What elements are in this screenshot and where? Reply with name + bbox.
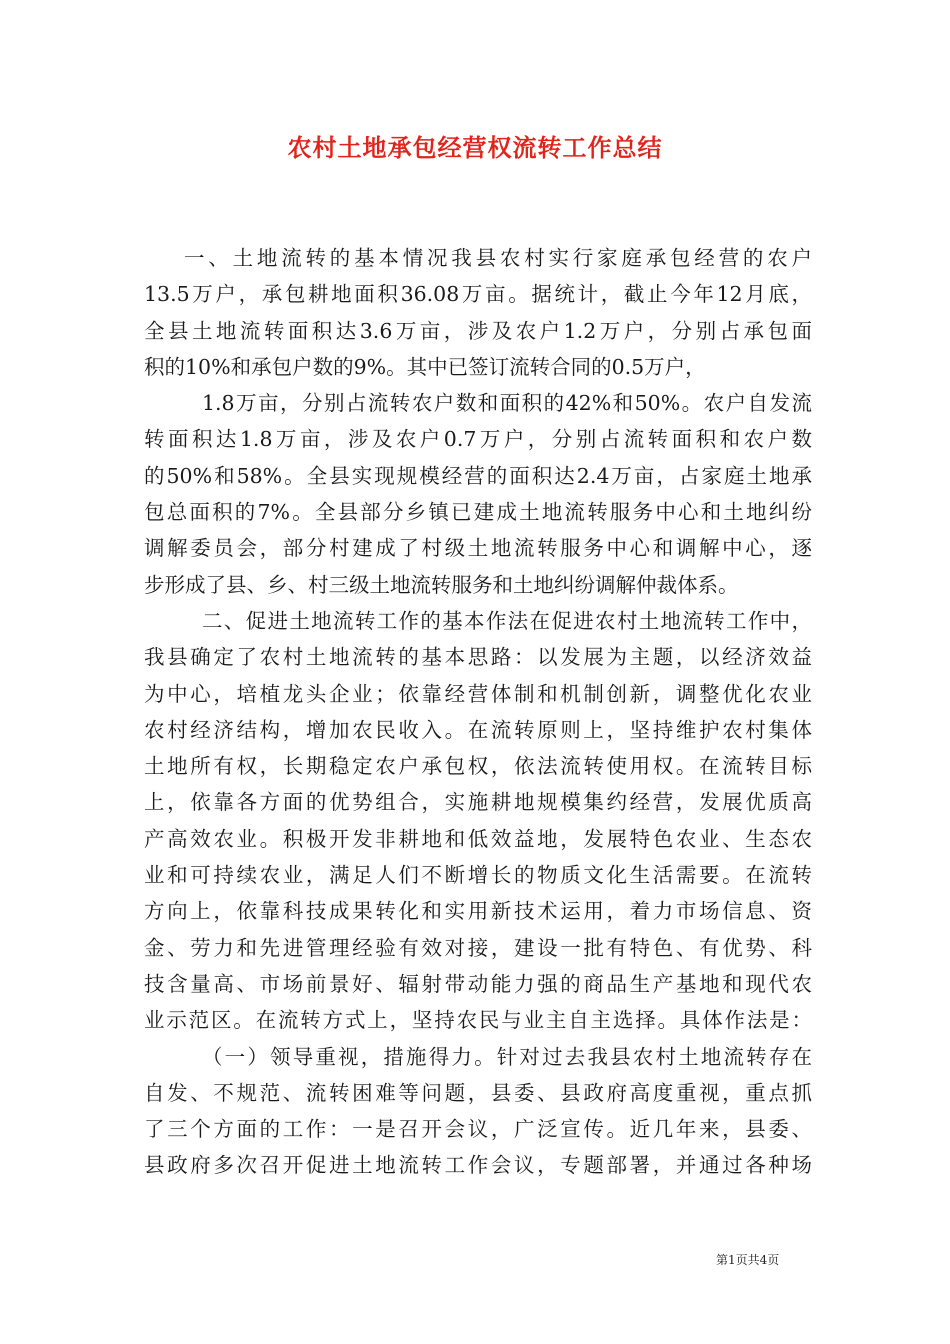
text-line: 全县土地流转面积达3.6万亩，涉及农户1.2万户，分别占承包面 (144, 318, 812, 343)
text-line: 一、土地流转的基本情况我县农村实行家庭承包经营的农户 (184, 246, 812, 270)
text-line: 金、劳力和先进管理经验有效对接，建设一批有特色、有优势、科 (144, 935, 812, 960)
text-line: 包总面积的7%。全县部分乡镇已建成土地流转服务中心和土地纠纷 (144, 500, 812, 525)
text-line: 转面积达1.8万亩，涉及农户0.7万户，分别占流转面积和农户数 (144, 427, 812, 452)
text-line: 上，依靠各方面的优势组合，实施耕地规模集约经营，发展优质高 (144, 790, 812, 815)
text-line: 业和可持续农业，满足人们不断增长的物质文化生活需要。在流转 (144, 863, 812, 888)
text-line: 1.8万亩，分别占流转农户数和面积的42%和50%。农户自发流 (202, 391, 812, 416)
page-number: 第1页共4页 (716, 1253, 780, 1267)
text-line: 步形成了县、乡、村三级土地流转服务和土地纠纷调解仲裁体系。 (144, 572, 739, 597)
text-line: 积的10%和承包户数的9%。其中已签订流转合同的0.5万户， (144, 354, 706, 379)
text-line: 业示范区。在流转方式上，坚持农民与业主自主选择。具体作法是： (144, 1008, 812, 1033)
text-line: 自发、不规范、流转困难等问题，县委、县政府高度重视，重点抓 (144, 1080, 812, 1105)
text-line: 二、促进土地流转工作的基本作法在促进农村土地流转工作中， (202, 608, 812, 633)
text-line: 我县确定了农村土地流转的基本思路：以发展为主题，以经济效益 (144, 645, 812, 670)
document-title: 农村土地承包经营权流转工作总结 (287, 133, 663, 162)
text-line: 的50%和58%。全县实现规模经营的面积达2.4万亩，占家庭土地承 (144, 463, 812, 488)
text-line: 13.5万户，承包耕地面积36.08万亩。据统计，截止今年12月底， (144, 282, 812, 307)
text-line: 了三个方面的工作：一是召开会议，广泛宣传。近几年来，县委、 (144, 1117, 812, 1142)
text-line: （一）领导重视，措施得力。针对过去我县农村土地流转存在 (202, 1044, 812, 1069)
text-line: 农村经济结构，增加农民收入。在流转原则上，坚持维护农村集体 (144, 717, 812, 742)
text-line: 为中心，培植龙头企业；依靠经营体制和机制创新，调整优化农业 (144, 681, 812, 706)
text-line: 县政府多次召开促进土地流转工作会议，专题部署，并通过各种场 (144, 1153, 812, 1178)
text-line: 产高效农业。积极开发非耕地和低效益地，发展特色农业、生态农 (144, 826, 812, 851)
text-line: 方向上，依靠科技成果转化和实用新技术运用，着力市场信息、资 (144, 899, 812, 924)
document-body (144, 240, 812, 1184)
text-line: 技含量高、市场前景好、辐射带动能力强的商品生产基地和现代农 (144, 971, 812, 996)
text-line: 调解委员会，部分村建成了村级土地流转服务中心和调解中心，逐 (144, 536, 812, 561)
text-line: 土地所有权，长期稳定农户承包权，依法流转使用权。在流转目标 (144, 754, 812, 779)
